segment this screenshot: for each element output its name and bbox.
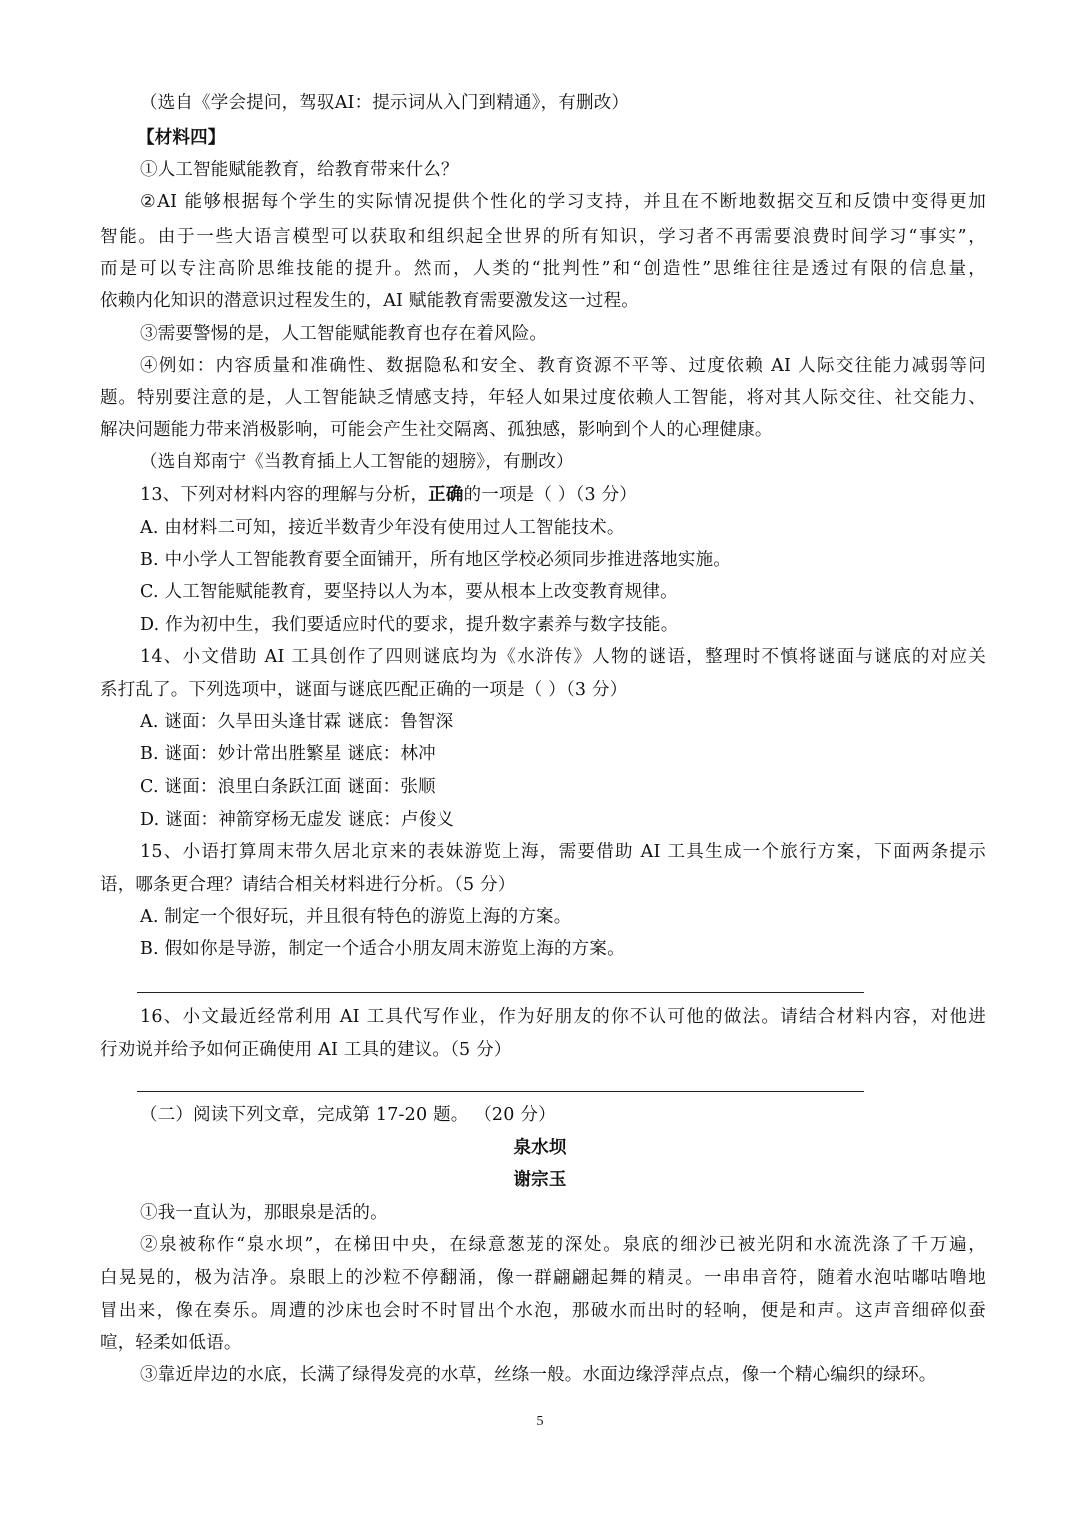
material-3-source: （选自《学会提问，驾驭AI：提示词从入门到精通》，有删改） — [140, 93, 630, 113]
article-author: 谢宗玉 — [513, 1170, 567, 1190]
question-15-stem-line: 15、小语打算周末带久居北京来的表妹游览上海，需要借助 AI 工具生成一个旅行方案，下面两条提示 — [140, 842, 986, 862]
question-13-option-d: D. 作为初中生，我们要适应时代的要求，提升数字素养与数字技能。 — [140, 615, 679, 635]
question-14-stem-line: 系打乱了。下列选项中，谜面与谜底匹配正确的一项是（ ）（3 分） — [100, 680, 628, 700]
question-13-option-c: C. 人工智能赋能教育，要坚持以人为本，要从根本上改变教育规律。 — [140, 582, 678, 602]
section-2-intro: （二）阅读下列文章，完成第 17-20 题。 （20 分） — [140, 1105, 556, 1125]
question-15-option-b: B. 假如你是导游，制定一个适合小朋友周末游览上海的方案。 — [140, 939, 625, 959]
material-4-paragraph-4-line: 题。特别要注意的是，人工智能缺乏情感支持，年轻人如果过度依赖人工智能，将对其人际交往、社交能力、 — [100, 388, 986, 408]
question-16-answer-line — [137, 1091, 864, 1092]
material-4-paragraph-2-line: ②AI 能够根据每个学生的实际情况提供个性化的学习支持，并且在不断地数据交互和反馈中变得更加 — [140, 192, 986, 212]
emphasis-correct: 正确 — [428, 485, 464, 505]
question-14-option-b: B. 谜面：妙计常出胜繁星 谜底：林冲 — [140, 744, 436, 764]
question-15-stem-line: 语，哪条更合理？请结合相关材料进行分析。（5 分） — [100, 875, 516, 895]
material-4-paragraph-4-line: ④例如：内容质量和准确性、数据隐私和安全、教育资源不平等、过度依赖 AI 人际交往能力减弱等问 — [140, 356, 986, 376]
article-paragraph-3: ③靠近岸边的水底，长满了绿得发亮的水草，丝绦一般。水面边缘浮萍点点，像一个精心编织的绿环。 — [140, 1365, 937, 1385]
question-15-option-a: A. 制定一个很好玩，并且很有特色的游览上海的方案。 — [140, 907, 572, 927]
material-4-paragraph-2-line: 依赖内化知识的潜意识过程发生的，AI 赋能教育需要激发这一过程。 — [100, 291, 640, 311]
question-16-stem-line: 行劝说并给予如何正确使用 AI 工具的建议。（5 分） — [100, 1040, 512, 1060]
question-14-stem-line: 14、小文借助 AI 工具创作了四则谜底均为《水浒传》人物的谜语，整理时不慎将谜面与谜底的对应关 — [140, 647, 986, 667]
question-13-stem: 13、下列对材料内容的理解与分析，正确的一项是（ ）（3 分） — [140, 485, 637, 505]
material-4-paragraph-3: ③需要警惕的是，人工智能赋能教育也存在着风险。 — [140, 324, 548, 344]
question-13-option-b: B. 中小学人工智能教育要全面铺开，所有地区学校必须同步推进落地实施。 — [140, 550, 731, 570]
article-paragraph-1: ①我一直认为，那眼泉是活的。 — [140, 1203, 388, 1223]
question-14-option-a: A. 谜面：久旱田头逢甘霖 谜底：鲁智深 — [140, 712, 454, 732]
article-paragraph-2-line: 冒出来，像在奏乐。周遭的沙床也会时不时冒出个水泡，那破水而出时的轻响，便是和声。这声音细碎似蚕 — [100, 1301, 986, 1321]
material-4-source: （选自郑南宁《当教育插上人工智能的翅膀》，有删改） — [140, 452, 574, 472]
article-paragraph-2-line: 喧，轻柔如低语。 — [100, 1333, 242, 1353]
article-paragraph-2-line: ②泉被称作“泉水坝”，在梯田中央，在绿意葱茏的深处。泉底的细沙已被光阴和水流洗涤了千万遍， — [140, 1235, 986, 1255]
article-title: 泉水坝 — [513, 1138, 567, 1158]
page-number: 5 — [536, 1414, 544, 1429]
material-4-paragraph-2-line: 而是可以专注高阶思维技能的提升。然而，人类的“批判性”和“创造性”思维往往是透过有限的信息量， — [100, 259, 986, 279]
question-13-option-a: A. 由材料二可知，接近半数青少年没有使用过人工智能技术。 — [140, 518, 625, 538]
material-4-paragraph-4-line: 解决问题能力带来消极影响，可能会产生社交隔离、孤独感，影响到个人的心理健康。 — [100, 420, 773, 440]
article-paragraph-2-line: 白晃晃的，极为洁净。泉眼上的沙粒不停翻涌，像一群翩翩起舞的精灵。一串串音符，随着水泡咕嘟咕噜地 — [100, 1268, 986, 1288]
question-14-option-d: D. 谜面：神箭穿杨无虚发 谜底：卢俊义 — [140, 810, 455, 830]
material-4-heading: 【材料四】 — [137, 128, 226, 148]
question-14-option-c: C. 谜面：浪里白条跃江面 谜面：张顺 — [140, 777, 436, 797]
question-16-stem-line: 16、小文最近经常利用 AI 工具代写作业，作为好朋友的你不认可他的做法。请结合材料内容，对他进 — [140, 1007, 986, 1027]
question-15-answer-line — [137, 992, 864, 993]
material-4-paragraph-2-line: 智能。由于一些大语言模型可以获取和组织起全世界的所有知识，学习者不再需要浪费时间学习“事实”， — [100, 227, 986, 247]
material-4-paragraph-1: ①人工智能赋能教育，给教育带来什么？ — [140, 160, 459, 180]
